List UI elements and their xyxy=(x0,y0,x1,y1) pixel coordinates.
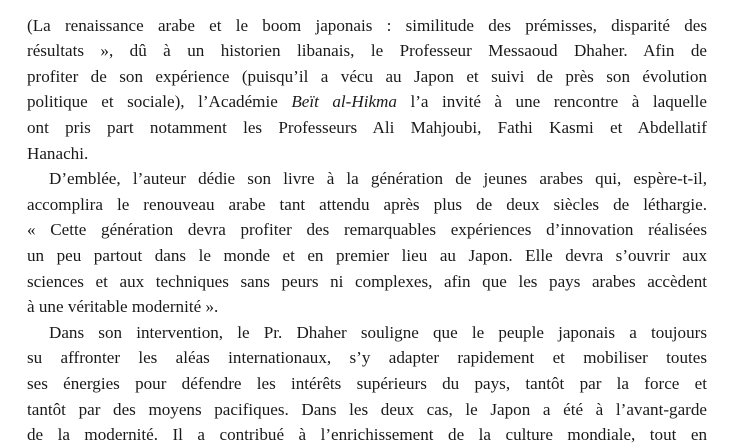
paragraph-1 xyxy=(27,13,707,167)
clipped-top-line xyxy=(27,0,707,13)
text-line: un peu partout dans le monde et en premier lieu au Japon. Elle devra s’ouvrir aux xyxy=(27,245,707,265)
text-line: Hanachi. xyxy=(27,143,89,163)
text-line: résultats », dû à un historien libanais, le Professeur Messaoud Dhaher. Afin de xyxy=(27,41,707,61)
paragraph-3 xyxy=(27,320,707,448)
text-line: de la modernité. Il a contribué à l’enrichissement de la culture mondiale, tout en xyxy=(27,425,707,445)
text-line: Dans son intervention, le Pr. Dhaher souligne que le peuple japonais a toujours xyxy=(49,322,707,342)
text-line: D’emblée, l’auteur dédie son livre à la génération de jeunes arabes qui, espère-t-il, xyxy=(49,169,707,189)
text-segment: politique et sociale), l’Académie xyxy=(27,92,292,112)
text-line: profiter de son expérience (puisqu’il a vécu au Japon et suivi de près son évolution xyxy=(27,66,707,86)
text-line xyxy=(27,89,707,115)
paragraph-2 xyxy=(27,166,707,320)
text-line: accomplira le renouveau arabe tant attendu après plus de deux siècles de léthargie. xyxy=(27,194,707,214)
italic-title: Beït al-Hikma xyxy=(291,92,397,112)
text-line: su affronter les aléas internationaux, s’y adapter rapidement et mobiliser toutes xyxy=(27,348,707,368)
text-segment: l’a invité à une rencontre à laquelle xyxy=(396,92,707,112)
text-line: ont pris part notamment les Professeurs Ali Mahjoubi, Fathi Kasmi et Abdellatif xyxy=(27,117,707,137)
text-line: sciences et aux techniques sans peurs ni complexes, afin que les pays arabes accèdent xyxy=(27,271,707,291)
text-line: « Cette génération devra profiter des remarquables expériences d’innovation réalisées xyxy=(27,220,707,240)
text-line: à une véritable modernité ». xyxy=(27,297,219,317)
text-line: (La renaissance arabe et le boom japonais : similitude des prémisses, disparité des xyxy=(27,15,707,35)
text-line: tantôt par des moyens pacifiques. Dans les deux cas, le Japon a été à l’avant-garde xyxy=(27,399,707,419)
text-line: ses énergies pour défendre les intérêts supérieurs du pays, tantôt par la force et xyxy=(27,373,707,393)
document-page xyxy=(27,0,707,448)
